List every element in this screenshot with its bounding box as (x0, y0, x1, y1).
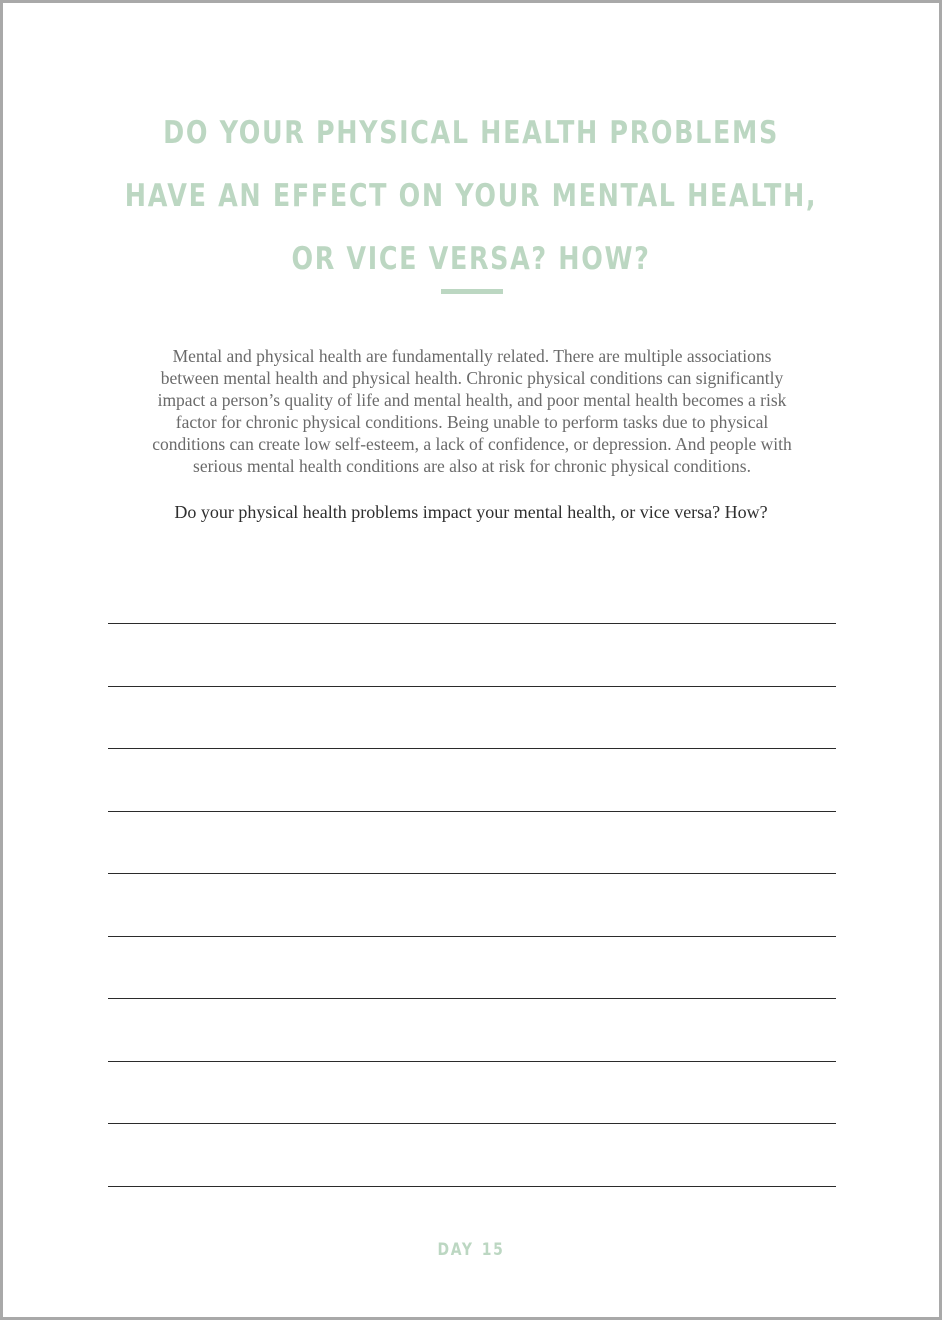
writing-line[interactable] (108, 1123, 836, 1124)
title-line-1: DO YOUR PHYSICAL HEALTH PROBLEMS (163, 114, 779, 151)
writing-line[interactable] (108, 998, 836, 999)
title-line-3: OR VICE VERSA? HOW? (291, 240, 651, 277)
writing-line[interactable] (108, 873, 836, 874)
writing-line[interactable] (108, 936, 836, 937)
footer-day-label: DAY (437, 1240, 474, 1260)
intro-paragraph: Mental and physical health are fundamentally related. There are multiple associations between mental health and physical health. Chronic physical conditions can significantly impact a person’s quality of life and mental health, and poor mental health becomes a risk factor for chronic physical conditions. Being unable to perform tasks due to physical conditions can create low self-esteem, a lack of confidence, or depression. And people with serious mental health conditions are also at risk for chronic physical conditions. (152, 346, 792, 476)
writing-line[interactable] (108, 748, 836, 749)
footer-day-number: 15 (481, 1240, 505, 1260)
writing-line[interactable] (108, 811, 836, 812)
writing-line[interactable] (108, 1186, 836, 1187)
writing-line[interactable] (108, 623, 836, 624)
page-footer (87, 1240, 855, 1260)
writing-area[interactable] (108, 3, 836, 1323)
writing-line[interactable] (108, 1061, 836, 1062)
writing-line[interactable] (108, 686, 836, 687)
title-line-2: HAVE AN EFFECT ON YOUR MENTAL HEALTH, (124, 177, 818, 214)
journal-question: Do your physical health problems impact your mental health, or vice versa? How? (174, 502, 768, 522)
